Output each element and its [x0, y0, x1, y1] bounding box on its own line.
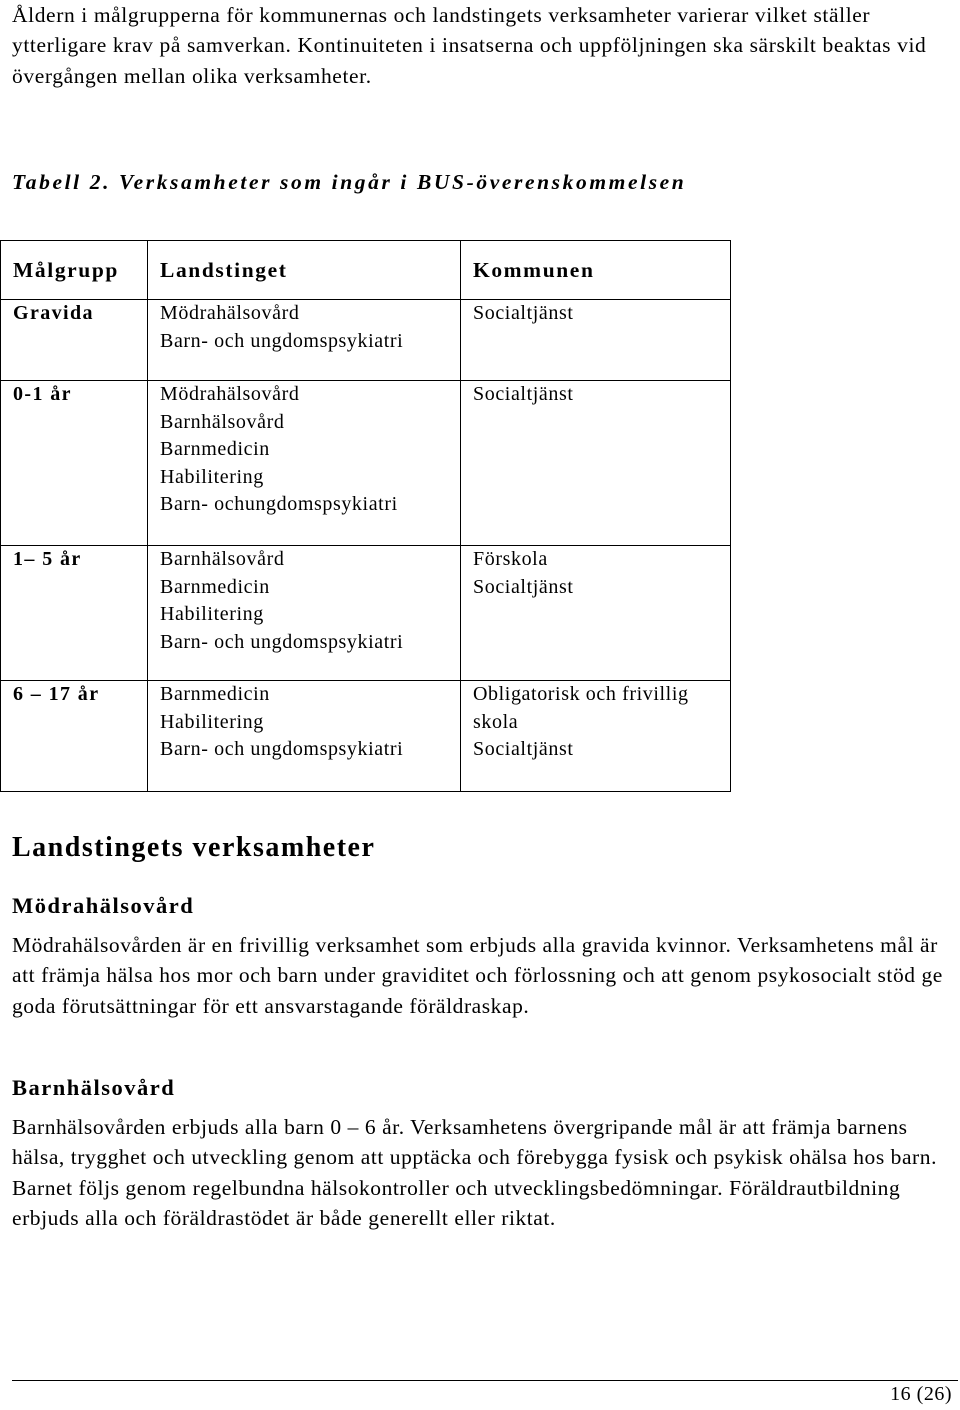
- bus-table: [0, 240, 731, 792]
- kommunen-cell: [461, 300, 731, 381]
- table-row: [1, 300, 731, 381]
- footer-divider: [12, 1380, 958, 1381]
- header-kommunen: Kommunen: [461, 241, 731, 300]
- paragraph-barnhalsovard: Barnhälsovården erbjuds alla barn 0 – 6 år. Verksamhetens övergripande mål är att främja barnens hälsa, trygghet och utveckling genom att upptäcka och förebygga fysisk och psykisk ohälsa hos barn. Barnet följs genom regelbundna hälsokontroller och utvecklingsbedömningar. Föräldrautbildning erbjuds alla och föräldrastödet är både generellt eller riktat.: [12, 1115, 937, 1230]
- service-item: Socialtjänst: [473, 302, 574, 324]
- kommunen-cell: [461, 381, 731, 546]
- service-item: Barnmedicin: [160, 575, 270, 598]
- subsection-title-modrahalsovard: Mödrahälsovård: [12, 893, 195, 918]
- service-item: Socialtjänst: [473, 575, 574, 598]
- group-cell: 6 – 17 år: [1, 681, 148, 792]
- service-item: Socialtjänst: [473, 383, 574, 405]
- landstinget-cell: [148, 546, 461, 681]
- landstinget-cell: [148, 381, 461, 546]
- service-item: skola: [473, 710, 519, 733]
- service-item: Habilitering: [160, 465, 264, 488]
- service-item: Barn- och ungdomspsykiatri: [160, 738, 404, 760]
- table-row: [1, 681, 731, 792]
- group-cell: Gravida: [1, 300, 148, 381]
- table-caption: Tabell 2. Verksamheter som ingår i BUS-överenskommelsen: [12, 170, 687, 194]
- section-title: Landstingets verksamheter: [12, 832, 376, 863]
- table-header-row: [1, 241, 731, 300]
- service-item: Habilitering: [160, 603, 264, 625]
- service-item: Barnmedicin: [160, 438, 270, 460]
- kommunen-cell: [461, 681, 731, 792]
- kommunen-cell: [461, 546, 731, 681]
- service-item: Barn- och ungdomspsykiatri: [160, 329, 404, 352]
- paragraph-modrahalsovard: Mödrahälsovården är en frivillig verksamhet som erbjuds alla gravida kvinnor. Verksamhetens mål är att främja hälsa hos mor och barn under graviditet och förlossning och att genom psykosocialt stöd ge goda förutsättningar för ett ansvarstagande föräldraskap.: [12, 933, 943, 1018]
- service-item: Barn- ochungdomspsykiatri: [160, 493, 398, 515]
- service-item: Obligatorisk och frivillig: [473, 683, 689, 705]
- page-number: 16 (26): [890, 1383, 952, 1405]
- table-row: [1, 546, 731, 681]
- landstinget-cell: [148, 300, 461, 381]
- group-cell: 1– 5 år: [1, 546, 148, 681]
- service-item: Barn- och ungdomspsykiatri: [160, 630, 404, 653]
- service-item: Mödrahälsovård: [160, 302, 300, 324]
- service-item: Barnhälsovård: [160, 410, 285, 433]
- service-item: Socialtjänst: [473, 738, 574, 760]
- landstinget-cell: [148, 681, 461, 792]
- table-row: [1, 381, 731, 546]
- subsection-title-barnhalsovard: Barnhälsovård: [12, 1075, 176, 1100]
- header-malgrupp: Målgrupp: [1, 241, 148, 300]
- intro-paragraph: Åldern i målgrupperna för kommunernas och landstingets verksamheter varierar vilket ställer ytterligare krav på samverkan. Kontinuiteten i insatserna och uppföljningen ska särskilt beaktas vid övergången mellan olika verksamheter.: [12, 3, 927, 88]
- service-item: Mödrahälsovård: [160, 383, 300, 405]
- service-item: Habilitering: [160, 710, 264, 733]
- group-cell: 0-1 år: [1, 381, 148, 546]
- service-item: Barnmedicin: [160, 683, 270, 705]
- service-item: Barnhälsovård: [160, 548, 285, 570]
- header-landstinget: Landstinget: [148, 241, 461, 300]
- service-item: Förskola: [473, 548, 548, 570]
